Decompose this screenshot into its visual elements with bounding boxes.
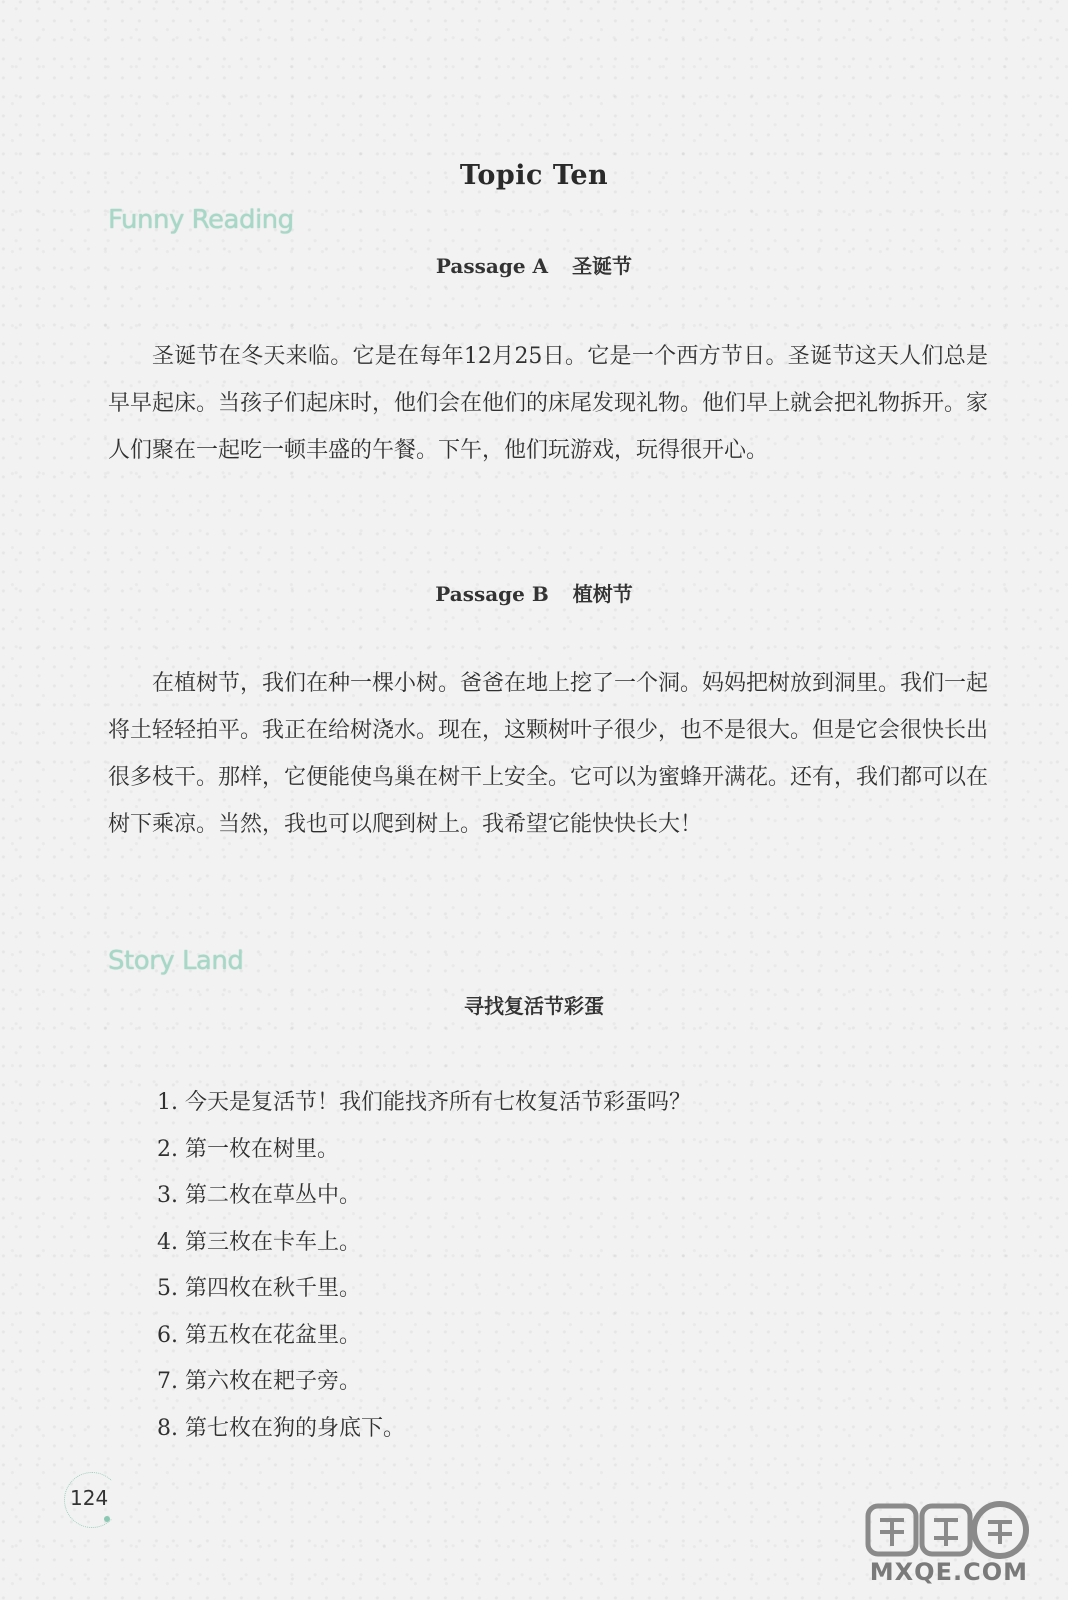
passage-a-title-en: Passage A: [435, 254, 549, 278]
list-item: 1. 今天是复活节！我们能找齐所有七枚复活节彩蛋吗？: [157, 1090, 691, 1115]
passage-a-text: 圣诞节在冬天来临。它是在每年12月25日。它是一个西方节日。圣诞节这天人们总是早早起床。当孩子们起床时，他们会在他们的床尾发现礼物。他们早上就会把礼物拆开。家人们聚在一起吃一顿丰盛的午餐。下午，他们玩游戏，玩得很开心。: [108, 344, 989, 463]
section-label-funny-reading: Funny Reading: [108, 205, 294, 235]
dot-accent-decoration: [104, 1516, 110, 1522]
story-title: 寻找复活节彩蛋: [464, 994, 604, 1018]
story-list: [157, 1080, 691, 1452]
passage-b-title: [0, 578, 1068, 607]
passage-a-title-zh: 圣诞节: [572, 254, 633, 278]
list-item: 4. 第三枚在卡车上。: [157, 1229, 361, 1255]
list-item: 3. 第二枚在草丛中。: [157, 1183, 361, 1208]
topic-title: Topic Ten: [459, 160, 609, 191]
section-label-story-land: Story Land: [108, 946, 244, 976]
list-item: 6. 第五枚在花盆里。: [157, 1322, 361, 1348]
list-item: 8. 第七枚在狗的身底下。: [157, 1415, 405, 1441]
passage-b-text: 在植树节，我们在种一棵小树。爸爸在地上挖了一个洞。妈妈把树放到洞里。我们一起将土轻轻拍平。我正在给树浇水。现在，这颗树叶子很少，也不是很大。但是它会很快长出很多枝干。那样，它便能使鸟巢在树干上安全。它可以为蜜蜂开满花。还有，我们都可以在树下乘凉。当然，我也可以爬到树上。我希望它能快快长大！: [108, 671, 989, 837]
passage-b-title-zh: 植树节: [572, 582, 633, 606]
list-item: 7. 第六枚在耙子旁。: [157, 1369, 361, 1394]
page-number: 124: [70, 1486, 109, 1510]
list-item: 2. 第一枚在树里。: [157, 1136, 339, 1162]
list-item: 5. 第四枚在秋千里。: [157, 1276, 361, 1301]
passage-b-title-en: Passage B: [435, 582, 549, 606]
watermark-text: MXQE.COM: [869, 1558, 1028, 1586]
passage-a-title: [0, 250, 1068, 279]
